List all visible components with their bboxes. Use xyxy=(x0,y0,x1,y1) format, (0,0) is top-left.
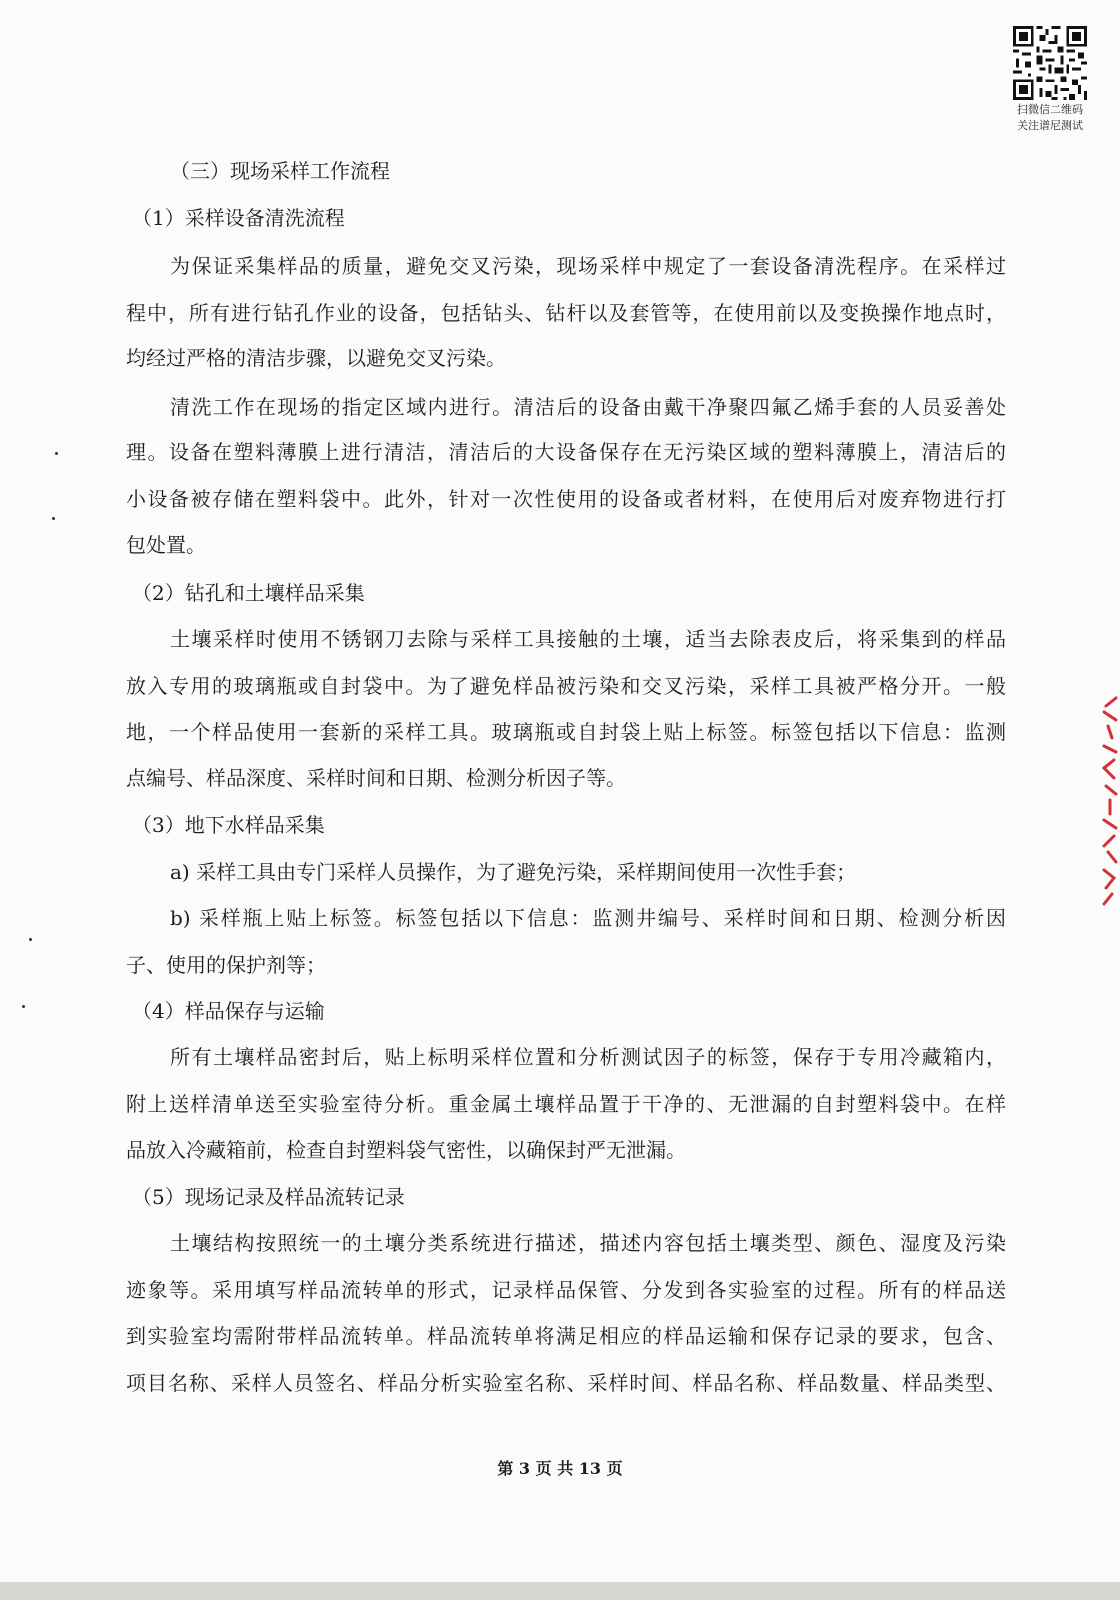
subsection-heading-1: （1）采样设备清洗流程 xyxy=(132,206,345,230)
subsection-heading-4: （4）样品保存与运输 xyxy=(132,999,325,1023)
paragraph-line: 点编号、样品深度、采样时间和日期、检测分析因子等。 xyxy=(126,766,626,790)
paragraph-line: 所有土壤样品密封后，贴上标明采样位置和分析测试因子的标签，保存于专用冷藏箱内， xyxy=(170,1045,1006,1069)
margin-dot xyxy=(29,938,32,941)
page-number-footer: 第 3 页 共 13 页 xyxy=(497,1459,623,1478)
margin-dot xyxy=(22,1005,25,1008)
scan-bottom-edge xyxy=(0,1582,1120,1600)
subsection-heading-3: （3）地下水样品采集 xyxy=(132,813,325,837)
paragraph-line: 理。设备在塑料薄膜上进行清洁，清洁后的大设备保存在无污染区域的塑料薄膜上，清洁后的 xyxy=(126,440,1006,464)
qr-code-block xyxy=(1010,26,1090,132)
paragraph-line: 包处置。 xyxy=(126,533,206,557)
paragraph-line: 迹象等。采用填写样品流转单的形式，记录样品保管、分发到各实验室的过程。所有的样品送 xyxy=(126,1278,1006,1302)
section-title: （三）现场采样工作流程 xyxy=(170,159,390,183)
paragraph-line: 项目名称、采样人员签名、样品分析实验室名称、采样时间、样品名称、样品数量、样品类型、 xyxy=(126,1371,1006,1395)
list-item-b-continued: 子、使用的保护剂等； xyxy=(126,953,326,977)
qr-caption-line-2: 关注谱尼测试 xyxy=(1017,119,1083,132)
paragraph-line: 附上送样清单送至实验室待分析。重金属土壤样品置于干净的、无泄漏的自封塑料袋中。在样 xyxy=(126,1092,1006,1116)
margin-dot xyxy=(52,517,55,520)
qr-code-icon xyxy=(1013,26,1087,100)
qr-caption-line-1: 扫微信二维码 xyxy=(1017,103,1083,116)
list-item-a: a) 采样工具由专门采样人员操作，为了避免污染，采样期间使用一次性手套； xyxy=(170,860,857,884)
subsection-heading-5: （5）现场记录及样品流转记录 xyxy=(132,1185,405,1209)
paragraph-line: 均经过严格的清洁步骤，以避免交叉污染。 xyxy=(126,346,506,370)
list-item-b: b) 采样瓶上贴上标签。标签包括以下信息：监测井编号、采样时间和日期、检测分析因 xyxy=(170,906,1006,930)
paragraph-line: 品放入冷藏箱前，检查自封塑料袋气密性，以确保封严无泄漏。 xyxy=(126,1138,686,1162)
paragraph-line: 程中，所有进行钻孔作业的设备，包括钻头、钻杆以及套管等，在使用前以及变换操作地点时， xyxy=(126,301,1006,325)
paragraph-line: 小设备被存储在塑料袋中。此外，针对一次性使用的设备或者材料，在使用后对废弃物进行打 xyxy=(126,487,1006,511)
seal-stamp-icon xyxy=(1098,690,1120,910)
paragraph-line: 土壤结构按照统一的土壤分类系统进行描述，描述内容包括土壤类型、颜色、湿度及污染 xyxy=(170,1231,1006,1255)
paragraph-line: 清洗工作在现场的指定区域内进行。清洁后的设备由戴干净聚四氟乙烯手套的人员妥善处 xyxy=(170,395,1006,419)
paragraph-line: 土壤采样时使用不锈钢刀去除与采样工具接触的土壤，适当去除表皮后，将采集到的样品 xyxy=(170,627,1006,651)
paragraph-line: 地，一个样品使用一套新的采样工具。玻璃瓶或自封袋上贴上标签。标签包括以下信息：监测 xyxy=(126,720,1006,744)
paragraph-line: 放入专用的玻璃瓶或自封袋中。为了避免样品被污染和交叉污染，采样工具被严格分开。一般 xyxy=(126,674,1006,698)
margin-dot xyxy=(55,452,58,455)
paragraph-line: 到实验室均需附带样品流转单。样品流转单将满足相应的样品运输和保存记录的要求，包含、 xyxy=(126,1324,1006,1348)
subsection-heading-2: （2）钻孔和土壤样品采集 xyxy=(132,581,365,605)
paragraph-line: 为保证采集样品的质量，避免交叉污染，现场采样中规定了一套设备清洗程序。在采样过 xyxy=(170,254,1006,278)
